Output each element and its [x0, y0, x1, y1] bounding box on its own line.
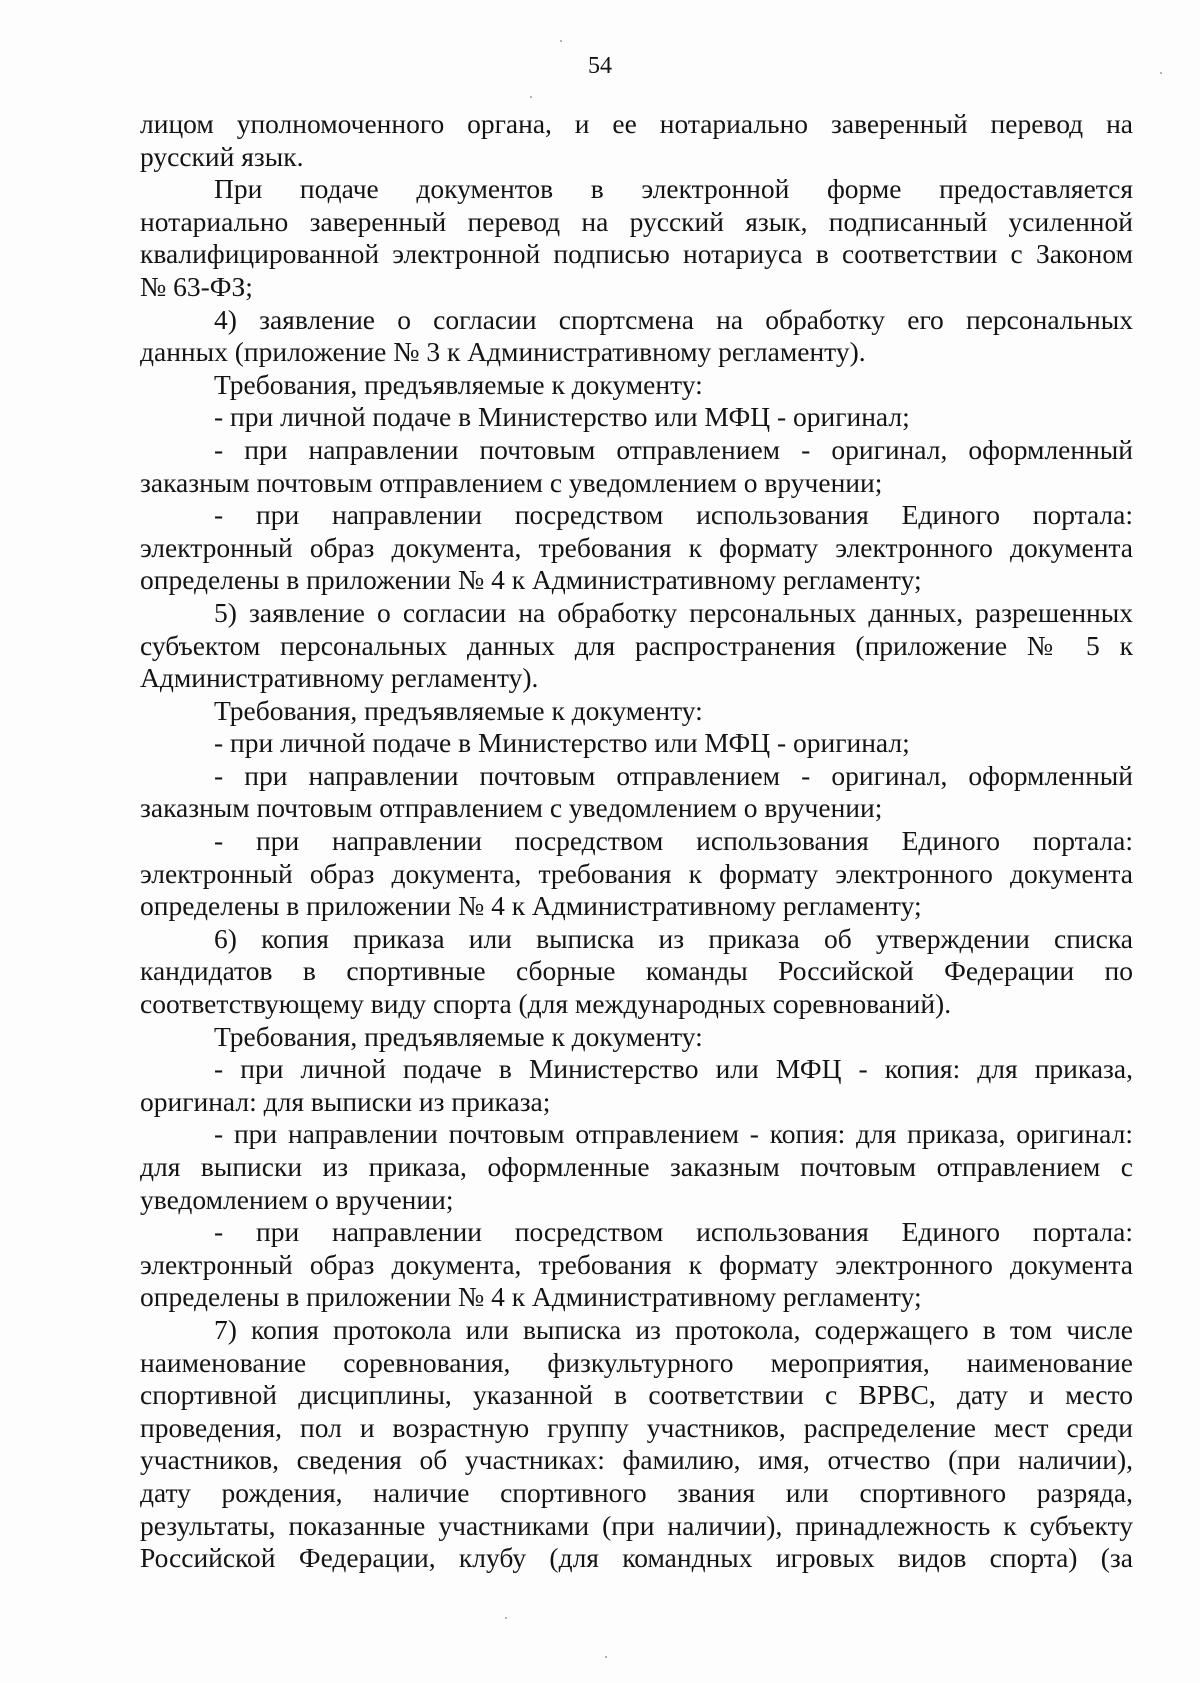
text-line: При подаче документов в электронной форме предоставляется	[214, 173, 1133, 205]
text-line: Требования, предъявляемые к документу:	[214, 368, 703, 400]
text-line: - при личной подаче в Министерство или МФЦ - копия: для приказа,	[214, 1053, 1133, 1085]
text-line: электронный образ документа, требования к формату электронного документа	[140, 531, 1133, 563]
text-line: - при направлении посредством использования Единого портала:	[214, 1216, 1133, 1248]
page-number: 54	[588, 53, 612, 79]
text-line: лицом уполномоченного органа, и ее нотариально заверенный перевод на	[140, 108, 1133, 139]
text-line: - при направлении почтовым отправлением - копия: для приказа, оригинал:	[214, 1118, 1133, 1150]
text-line: 4) заявление о согласии спортсмена на обработку его персональных	[214, 303, 1133, 335]
text-line: заказным почтовым отправлением с уведомлением о вручении;	[140, 792, 883, 824]
text-line: дату рождения, наличие спортивного звания или спортивного разряда,	[140, 1476, 1133, 1508]
text-line: русский язык.	[140, 140, 304, 172]
scan-speck	[505, 1617, 507, 1619]
text-line: спортивной дисциплины, указанной в соответствии с ВРВС, дату и место	[140, 1379, 1133, 1411]
text-line: проведения, пол и возрастную группу участников, распределение мест среди	[140, 1411, 1133, 1443]
text-line: 7) копия протокола или выписка из протокола, содержащего в том числе	[214, 1313, 1133, 1345]
text-line: 5) заявление о согласии на обработку персональных данных, разрешенных	[214, 596, 1133, 628]
text-line: Требования, предъявляемые к документу:	[214, 694, 703, 726]
text-line: Требования, предъявляемые к документу:	[214, 1020, 703, 1052]
text-line: нотариально заверенный перевод на русский язык, подписанный усиленной	[140, 205, 1133, 237]
text-line: кандидатов в спортивные сборные команды Российской Федерации по	[140, 955, 1133, 987]
text-line: субъектом персональных данных для распространения (приложение № 5 к	[140, 629, 1133, 661]
text-line: - при личной подаче в Министерство или МФЦ - оригинал;	[214, 727, 910, 759]
text-line: данных (приложение № 3 к Административному регламенту).	[140, 336, 866, 368]
text-line: определены в приложении № 4 к Административному регламенту;	[140, 890, 922, 922]
text-line: уведомлением о вручении;	[140, 1183, 454, 1215]
text-line: результаты, показанные участниками (при наличии), принадлежность к субъекту	[140, 1509, 1133, 1541]
text-line: - при направлении посредством использования Единого портала:	[214, 499, 1133, 531]
text-line: определены в приложении № 4 к Административному регламенту;	[140, 1281, 922, 1313]
text-line: электронный образ документа, требования к формату электронного документа	[140, 857, 1133, 889]
document-body	[140, 108, 1133, 1575]
text-line: электронный образ документа, требования к формату электронного документа	[140, 1248, 1133, 1280]
text-line: - при личной подаче в Министерство или МФЦ - оригинал;	[214, 401, 910, 433]
text-line: участников, сведения об участниках: фамилию, имя, отчество (при наличии),	[140, 1444, 1133, 1476]
text-line: заказным почтовым отправлением с уведомлением о вручении;	[140, 466, 883, 498]
scan-speck	[605, 1656, 607, 1658]
text-line: - при направлении почтовым отправлением - оригинал, оформленный	[214, 433, 1133, 465]
text-line: № 63-ФЗ;	[140, 270, 253, 302]
text-line: Российской Федерации, клубу (для командных игровых видов спорта) (за	[140, 1542, 1133, 1574]
text-line: - при направлении посредством использования Единого портала:	[214, 825, 1133, 857]
scan-speck	[530, 96, 532, 98]
text-line: для выписки из приказа, оформленные заказным почтовым отправлением с	[140, 1151, 1133, 1182]
text-line: определены в приложении № 4 к Административному регламенту;	[140, 564, 922, 596]
text-line: оригинал: для выписки из приказа;	[140, 1085, 551, 1117]
text-line: соответствующему виду спорта (для международных соревнований).	[140, 988, 952, 1020]
text-line: квалифицированной электронной подписью нотариуса в соответствии с Законом	[140, 238, 1133, 270]
text-line: - при направлении почтовым отправлением - оригинал, оформленный	[214, 759, 1133, 791]
scan-speck	[560, 40, 562, 42]
text-line: 6) копия приказа или выписка из приказа об утверждении списка	[214, 922, 1133, 954]
text-line: Административному регламенту).	[140, 662, 539, 694]
text-line: наименование соревнования, физкультурного мероприятия, наименование	[140, 1346, 1133, 1378]
scan-speck	[1160, 72, 1162, 74]
